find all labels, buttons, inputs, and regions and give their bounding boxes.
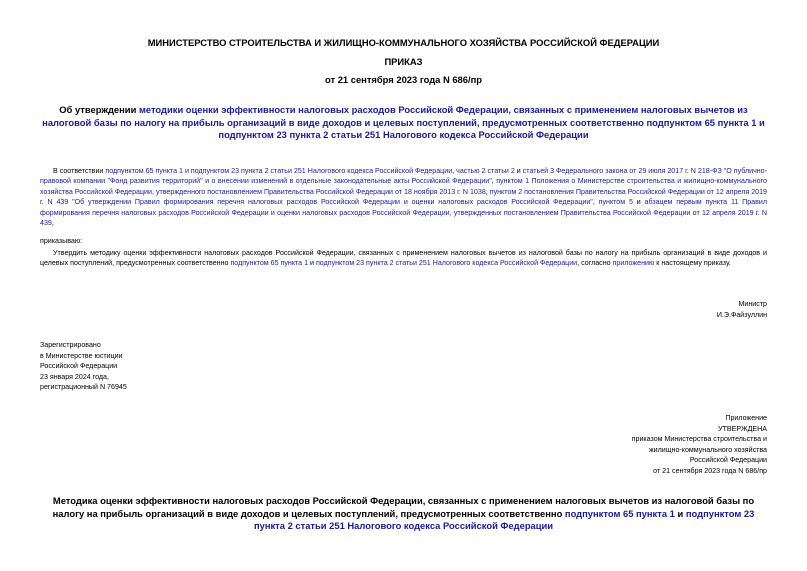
approval-line: приказом Министерства строительства и bbox=[631, 435, 767, 444]
p2-text-4: к настоящему приказу. bbox=[654, 259, 731, 268]
registration-line: Зарегистрировано bbox=[40, 341, 101, 349]
order-word: приказываю: bbox=[40, 237, 83, 245]
signature-name: И.Э.Файзуллин bbox=[716, 311, 767, 319]
document-title bbox=[40, 104, 767, 142]
signature-block bbox=[717, 299, 767, 321]
registration-line: Российской Федерации bbox=[40, 362, 118, 371]
registration-block bbox=[40, 340, 127, 393]
p2-text-1: Утвердить методику оценки эффективности налоговых расходов Российской Федерации, связанных с применением налоговых вычетов из налоговой базы по налогу на прибыль организаций в виде доходов и целевых поступлений, предусмотренных соответственно bbox=[40, 249, 767, 268]
registration-line: регистрационный N 76945 bbox=[40, 383, 127, 392]
approval-line: Российской Федерации bbox=[689, 456, 767, 465]
p1-link-part2-art2[interactable]: частью 2 статьи 2 bbox=[456, 167, 515, 175]
p1-text-8: , bbox=[51, 219, 54, 228]
p1-link-federal-law[interactable]: статьей 3 Федерального закона от 29 июля 2017 г. N 218-ФЗ "О публично-правовой компании "Фонд развития территорий" и о внесении изменений в отдельные законодательные акты Российской Федерации" bbox=[40, 167, 767, 186]
methodology-link-subpoint65[interactable]: подпунктом 65 пункта 1 bbox=[564, 507, 675, 519]
approval-line: Приложение bbox=[725, 414, 767, 422]
p1-link-regulation[interactable]: пунктом 1 Положения о Министерстве строительства и жилищно-коммунального хозяйства Российской Федерации, утвержденного постановлением Правительства Российской Федерации от 18 ноября 2013 г. N 1038 bbox=[40, 177, 767, 196]
methodology-link-subpoint23[interactable]: подпунктом 23 пункта 2 статьи 251 Налогового кодекса Российской Федерации bbox=[253, 507, 755, 531]
p1-link-resolution-439[interactable]: пунктом 2 постановления Правительства Российской Федерации от 12 апреля 2019 г. N 439 "Об утверждении Правил формирования перечня налоговых расходов Российской Федерации и оценки налоговых расходов Российской Федерации" bbox=[40, 187, 767, 207]
order-paragraph bbox=[40, 248, 767, 269]
approval-line: от 21 сентября 2023 года N 686/пр bbox=[653, 466, 767, 475]
approval-line: УТВЕРЖДЕНА bbox=[718, 424, 767, 433]
title-prefix: Об утверждении bbox=[59, 104, 139, 115]
registration-line: 23 января 2024 года, bbox=[40, 372, 109, 381]
p2-link-appendix[interactable]: приложению bbox=[612, 259, 655, 268]
p1-link-point5[interactable]: пунктом 5 bbox=[598, 198, 633, 207]
p2-link-subpoint23[interactable]: подпунктом 23 пункта 2 статьи 251 Налогового кодекса Российской Федерации bbox=[315, 259, 578, 268]
ministry-header: МИНИСТЕРСТВО СТРОИТЕЛЬСТВА И ЖИЛИЩНО-КОММУНАЛЬНОГО ХОЗЯЙСТВА РОССИЙСКОЙ ФЕДЕРАЦИИ bbox=[147, 37, 660, 48]
p1-text-5: , bbox=[485, 187, 490, 196]
title-link[interactable]: методики оценки эффективности налоговых расходов Российской Федерации, связанных с применением налоговых вычетов из налоговой базы по налогу на прибыль организаций в виде доходов и целевых поступлений, предусмотренных соответственно подпунктом 65 пункта 1 и подпунктом 23 пункта 2 статьи 251 Налогового кодекса Российской Федерации bbox=[42, 104, 765, 140]
p1-text-7: и bbox=[632, 198, 645, 207]
p2-text-3: , согласно bbox=[577, 259, 613, 268]
document-date-number: от 21 сентября 2023 года N 686/пр bbox=[325, 74, 482, 85]
methodology-title-text: Методика оценки эффективности налоговых расходов Российской Федерации, связанных с применением налоговых вычетов из налоговой базы по налогу на прибыль организаций в виде доходов и целевых поступлений, предусмотренных соответственно bbox=[52, 495, 755, 519]
registration-line: в Министерстве юстиции bbox=[40, 351, 123, 360]
document-type: ПРИКАЗ bbox=[384, 56, 423, 67]
approval-block bbox=[632, 413, 767, 477]
preamble-paragraph bbox=[40, 166, 767, 228]
p1-text-4: , bbox=[491, 177, 497, 186]
methodology-title bbox=[40, 495, 767, 533]
methodology-title-and: и bbox=[674, 507, 686, 519]
p1-text-2: , bbox=[452, 167, 457, 175]
p2-link-subpoint65[interactable]: подпунктом 65 пункта 1 bbox=[230, 259, 309, 268]
p2-text-2: и bbox=[308, 259, 316, 268]
approval-line: жилищно-коммунального хозяйства bbox=[648, 445, 767, 454]
p1-link-point11-rules[interactable]: абзацем первым пункта 11 Правил формирования перечня налоговых расходов Российской Федерации и оценки налоговых расходов Российской Федерации, утвержденных постановлением Правительства Российской Федерации от 12 апреля 2019 г. N 439 bbox=[40, 198, 767, 228]
p1-text-1: В соответствии bbox=[53, 167, 106, 175]
signature-position: Министр bbox=[738, 300, 767, 308]
p1-text-6: , bbox=[592, 198, 599, 207]
p1-text-3: и bbox=[514, 167, 523, 175]
p1-link-tax-code[interactable]: подпунктом 65 пункта 1 и подпунктом 23 пункта 2 статьи 251 Налогового кодекса Российской Федерации bbox=[105, 167, 453, 175]
